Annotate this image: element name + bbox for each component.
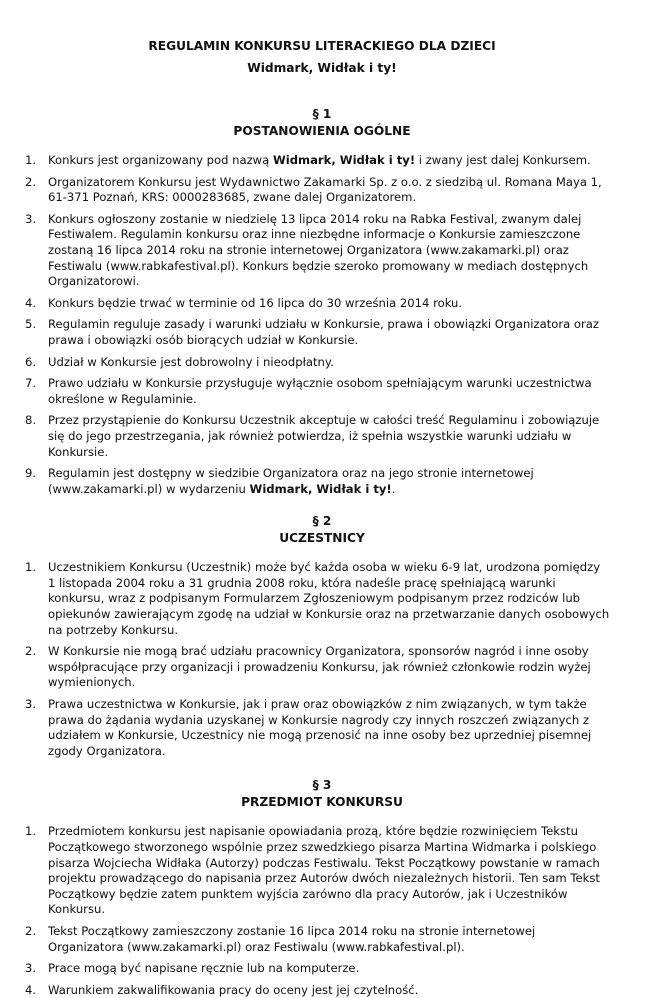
item-text: W Konkursie nie mogą brać udziału pracownicy Organizatora, sponsorów nagród i inne osoby współpracujące przy organizacji i prowadzeniu Konkursu, jak również członkowie rodzin wyżej wymienionych. [48, 644, 591, 690]
item-number: 6. [25, 354, 37, 369]
section-2 [24, 513, 610, 759]
event-name: Widmark, Widłak i ty! [272, 153, 416, 167]
item-number: 9. [25, 466, 37, 481]
item-number: 5. [25, 317, 37, 332]
section-list [24, 560, 610, 759]
event-name: Widmark, Widłak i ty! [249, 481, 392, 496]
item-number: 4. [25, 295, 37, 310]
section-list [24, 153, 610, 497]
item-text: Prawa uczestnictwa w Konkursie, jak i praw oraz obowiązków z nim związanych, w tym także prawa do żądania wydania uzyskanej w Konkursie nagrody czy innych roszczeń związanych z udziałem w Konkursie, Uczestnicy nie mogą przenosić na inne osoby bez uprzedniej pisemnej zgody Organizatora. [48, 697, 592, 758]
section-1 [24, 106, 610, 497]
item-number: 2. [25, 644, 37, 659]
list-item [24, 376, 610, 407]
section-number: § 3 [312, 778, 332, 793]
list-item [24, 697, 610, 759]
list-item [24, 212, 610, 290]
item-text: Regulamin reguluje zasady i warunki udziału w Konkursie, prawa i obowiązki Organizatora oraz prawa i obowiązki osób biorących udział w Konkursie. [48, 317, 599, 347]
list-item [24, 175, 610, 206]
section-title: UCZESTNICY [279, 531, 365, 546]
list-item [24, 560, 610, 638]
list-item [24, 983, 610, 998]
section-3 [24, 777, 610, 998]
list-item [24, 296, 610, 312]
item-text-end: . [391, 481, 396, 496]
item-number: 7. [25, 376, 37, 391]
list-item [24, 961, 610, 977]
item-number: 1. [25, 824, 37, 839]
item-text: Konkurs ogłoszony zostanie w niedzielę 13 lipca 2014 roku na Rabka Festival, zwanym dalej Festiwalem. Regulamin konkursu oraz inne niezbędne informacje o Konkursie zamieszczone zostaną 16 lipca 2014 roku na stronie internetowej Organizatora (www.zakamarki.pl) oraz Festiwalu (www.rabkafestival.pl). Konkurs będzie szeroko promowany w mediach dostępnych Organizatorowi. [48, 211, 589, 289]
item-text: Tekst Początkowy zamieszczony zostanie 16 lipca 2014 roku na stronie internetowej Organizatora (www.zakamarki.pl) oraz Festiwalu (www.rabkafestival.pl). [48, 923, 536, 954]
list-item [24, 824, 610, 918]
item-text: Organizatorem Konkursu jest Wydawnictwo Zakamarki Sp. z o.o. z siedzibą ul. Romana Maya 1, 61-371 Poznań, KRS: 0000283685, zwane dalej Organizatorem. [48, 174, 602, 205]
list-item [24, 466, 610, 497]
list-item [24, 924, 610, 955]
item-number: 1. [25, 560, 37, 575]
item-text: Uczestnikiem Konkursu (Uczestnik) może być każda osoba w wieku 6-9 lat, urodzona pomiędzy 1 listopada 2004 roku a 31 grudnia 2008 roku, która nadeśle pracę spełniającą warunki konkursu, wraz z podpisanym Formularzem Zgłoszeniowym podpisanym przez rodziców lub opiekunów zawierającym zgodę na udział w Konkursie oraz na przetwarzanie danych osobowych na potrzeby Konkursu. [48, 560, 610, 637]
section-list [24, 824, 610, 998]
item-text: Konkurs będzie trwać w terminie od 16 lipca do 30 września 2014 roku. [48, 295, 463, 310]
list-item [24, 317, 610, 348]
item-text: Prace mogą być napisane ręcznie lub na komputerze. [48, 961, 360, 976]
document-title: REGULAMIN KONKURSU LITERACKIEGO DLA DZIECI [148, 39, 496, 53]
item-text: Udział w Konkursie jest dobrowolny i nieodpłatny. [48, 354, 334, 369]
list-item [24, 355, 610, 371]
section-number: § 2 [312, 514, 332, 529]
list-item [24, 644, 610, 691]
item-number: 2. [25, 923, 37, 938]
section-title: POSTANOWIENIA OGÓLNE [233, 124, 411, 138]
item-number: 1. [25, 153, 37, 167]
item-text-end: i zwany jest dalej Konkursem. [415, 153, 591, 167]
item-number: 8. [25, 413, 37, 428]
item-text: Warunkiem zakwalifikowania pracy do oceny jest jej czytelność. [48, 982, 419, 997]
item-number: 3. [25, 211, 37, 226]
section-number: § 1 [312, 107, 332, 121]
document-subtitle: Widmark, Widłak i ty! [247, 61, 397, 75]
item-number: 2. [25, 174, 37, 189]
item-text: Przedmiotem konkursu jest napisanie opowiadania prozą, które będzie rozwinięciem Tekstu Początkowego stworzonego wspólnie przez szwedzkiego pisarza Martina Widmarka i polskiego pisarza Wojciecha Widłaka (Autorzy) podczas Festiwalu. Tekst Początkowy powstanie w ramach projektu prowadzącego do napisania przez Autorów dwóch niezależnych historii. Ten sam Tekst Początkowy będzie zatem punktem wyjścia zarówno dla pracy Autorów, jak i Uczestników Konkursu. [48, 824, 600, 917]
item-number: 3. [25, 961, 37, 976]
section-title: PRZEDMIOT KONKURSU [241, 795, 403, 810]
item-number: 4. [25, 982, 37, 997]
item-text: Regulamin jest dostępny w siedzibie Organizatora oraz na jego stronie internetowej (www.zakamarki.pl) w wydarzeniu [48, 466, 534, 496]
item-number: 3. [25, 697, 37, 712]
list-item [24, 413, 610, 460]
item-text: Konkurs jest organizowany pod nazwą [48, 153, 273, 167]
item-text: Prawo udziału w Konkursie przysługuje wyłącznie osobom spełniającym warunki uczestnictwa określone w Regulaminie. [48, 376, 592, 406]
list-item [24, 153, 610, 169]
item-text: Przez przystąpienie do Konkursu Uczestnik akceptuje w całości treść Regulaminu i zobowiązuje się do jego przestrzegania, jak również potwierdza, iż spełnia wszystkie warunki udziału w Konkursie. [48, 413, 600, 459]
